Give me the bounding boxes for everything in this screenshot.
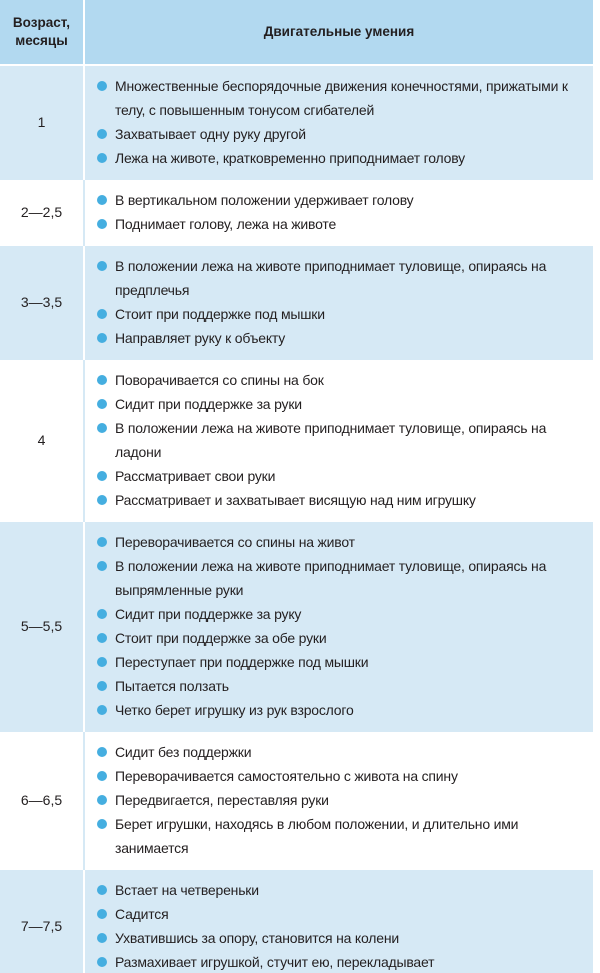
- skills-column-header: Двигательные умения: [84, 0, 593, 65]
- table-row: [0, 731, 593, 869]
- list-item: [97, 788, 583, 812]
- skills-cell: [84, 179, 593, 245]
- skills-cell: [84, 731, 593, 869]
- skill-text: Захватывает одну руку другой: [115, 126, 306, 142]
- skills-cell: [84, 65, 593, 179]
- age-cell: 3—3,5: [0, 245, 84, 359]
- bullet-icon: [97, 681, 107, 691]
- age-cell: 4: [0, 359, 84, 521]
- skill-text: Передвигается, переставляя руки: [115, 792, 329, 808]
- bullet-icon: [97, 795, 107, 805]
- skill-text: Сидит без поддержки: [115, 744, 252, 760]
- list-item: [97, 950, 583, 973]
- bullet-icon: [97, 657, 107, 667]
- skill-text: Ухватившись за опору, становится на колени: [115, 930, 400, 946]
- bullet-icon: [97, 705, 107, 715]
- skill-text: Переступает при поддержке под мышки: [115, 654, 369, 670]
- list-item: [97, 146, 583, 170]
- list-item: [97, 212, 583, 236]
- list-item: [97, 740, 583, 764]
- bullet-icon: [97, 957, 107, 967]
- skill-text: Рассматривает и захватывает висящую над ним игрушку: [115, 492, 476, 508]
- list-item: [97, 488, 583, 512]
- age-cell: 2—2,5: [0, 179, 84, 245]
- skill-list: [97, 740, 583, 860]
- bullet-icon: [97, 309, 107, 319]
- bullet-icon: [97, 909, 107, 919]
- table-row: [0, 65, 593, 179]
- bullet-icon: [97, 537, 107, 547]
- list-item: [97, 764, 583, 788]
- skill-text: Стоит при поддержке под мышки: [115, 306, 325, 322]
- age-cell: 5—5,5: [0, 521, 84, 731]
- list-item: [97, 464, 583, 488]
- bullet-icon: [97, 81, 107, 91]
- skill-text: Рассматривает свои руки: [115, 468, 276, 484]
- list-item: [97, 392, 583, 416]
- bullet-icon: [97, 333, 107, 343]
- skill-list: [97, 74, 583, 170]
- table-row: [0, 359, 593, 521]
- bullet-icon: [97, 633, 107, 643]
- bullet-icon: [97, 219, 107, 229]
- table-body: [0, 65, 593, 973]
- list-item: [97, 878, 583, 902]
- bullet-icon: [97, 819, 107, 829]
- skill-text: Четко берет игрушку из рук взрослого: [115, 702, 354, 718]
- list-item: [97, 902, 583, 926]
- bullet-icon: [97, 195, 107, 205]
- table-row: [0, 245, 593, 359]
- skill-text: Размахивает игрушкой, стучит ею, перекладывает: [115, 954, 435, 970]
- bullet-icon: [97, 399, 107, 409]
- list-item: [97, 326, 583, 350]
- skills-cell: [84, 245, 593, 359]
- age-column-header: [0, 0, 84, 65]
- skill-text: В положении лежа на животе приподнимает туловище, опираясь на выпрямленные руки: [115, 558, 547, 598]
- bullet-icon: [97, 471, 107, 481]
- age-header-line2: месяцы: [15, 33, 68, 48]
- skill-list: [97, 368, 583, 512]
- skill-list: [97, 878, 583, 973]
- bullet-icon: [97, 747, 107, 757]
- bullet-icon: [97, 153, 107, 163]
- bullet-icon: [97, 885, 107, 895]
- list-item: [97, 122, 583, 146]
- list-item: [97, 530, 583, 554]
- skills-cell: [84, 521, 593, 731]
- list-item: [97, 812, 583, 860]
- skill-text: Пытается ползать: [115, 678, 229, 694]
- skill-text: Сидит при поддержке за руки: [115, 396, 302, 412]
- skill-text: Переворачивается со спины на живот: [115, 534, 355, 550]
- list-item: [97, 368, 583, 392]
- skill-text: Переворачивается самостоятельно с живота на спину: [115, 768, 458, 784]
- bullet-icon: [97, 933, 107, 943]
- skill-text: Множественные беспорядочные движения конечностями, прижатыми к телу, с повышенным тонусом сгибателей: [115, 78, 568, 118]
- list-item: [97, 188, 583, 212]
- list-item: [97, 626, 583, 650]
- table-row: [0, 521, 593, 731]
- skill-text: Поворачивается со спины на бок: [115, 372, 324, 388]
- skill-text: В положении лежа на животе приподнимает туловище, опираясь на предплечья: [115, 258, 547, 298]
- bullet-icon: [97, 129, 107, 139]
- skill-list: [97, 530, 583, 722]
- bullet-icon: [97, 771, 107, 781]
- bullet-icon: [97, 495, 107, 505]
- list-item: [97, 926, 583, 950]
- age-cell: 7—7,5: [0, 869, 84, 973]
- skill-text: Встает на четвереньки: [115, 882, 259, 898]
- skill-text: Садится: [115, 906, 169, 922]
- age-cell: 6—6,5: [0, 731, 84, 869]
- bullet-icon: [97, 261, 107, 271]
- table-row: [0, 179, 593, 245]
- list-item: [97, 698, 583, 722]
- skill-text: Лежа на животе, кратковременно приподнимает голову: [115, 150, 465, 166]
- skills-cell: [84, 359, 593, 521]
- list-item: [97, 416, 583, 464]
- list-item: [97, 302, 583, 326]
- table-header-row: [0, 0, 593, 65]
- age-header-line1: Возраст,: [12, 15, 71, 30]
- list-item: [97, 650, 583, 674]
- list-item: [97, 674, 583, 698]
- list-item: [97, 554, 583, 602]
- bullet-icon: [97, 423, 107, 433]
- list-item: [97, 254, 583, 302]
- skill-text: В вертикальном положении удерживает голову: [115, 192, 414, 208]
- bullet-icon: [97, 375, 107, 385]
- skill-text: В положении лежа на животе приподнимает туловище, опираясь на ладони: [115, 420, 547, 460]
- bullet-icon: [97, 561, 107, 571]
- skill-list: [97, 254, 583, 350]
- skill-text: Стоит при поддержке за обе руки: [115, 630, 327, 646]
- list-item: [97, 74, 583, 122]
- age-cell: 1: [0, 65, 84, 179]
- skill-text: Сидит при поддержке за руку: [115, 606, 302, 622]
- list-item: [97, 602, 583, 626]
- skill-text: Поднимает голову, лежа на животе: [115, 216, 337, 232]
- skill-list: [97, 188, 583, 236]
- skill-text: Берет игрушки, находясь в любом положении, и длительно ими занимается: [115, 816, 519, 856]
- skills-cell: [84, 869, 593, 973]
- skill-text: Направляет руку к объекту: [115, 330, 286, 346]
- bullet-icon: [97, 609, 107, 619]
- table-row: [0, 869, 593, 973]
